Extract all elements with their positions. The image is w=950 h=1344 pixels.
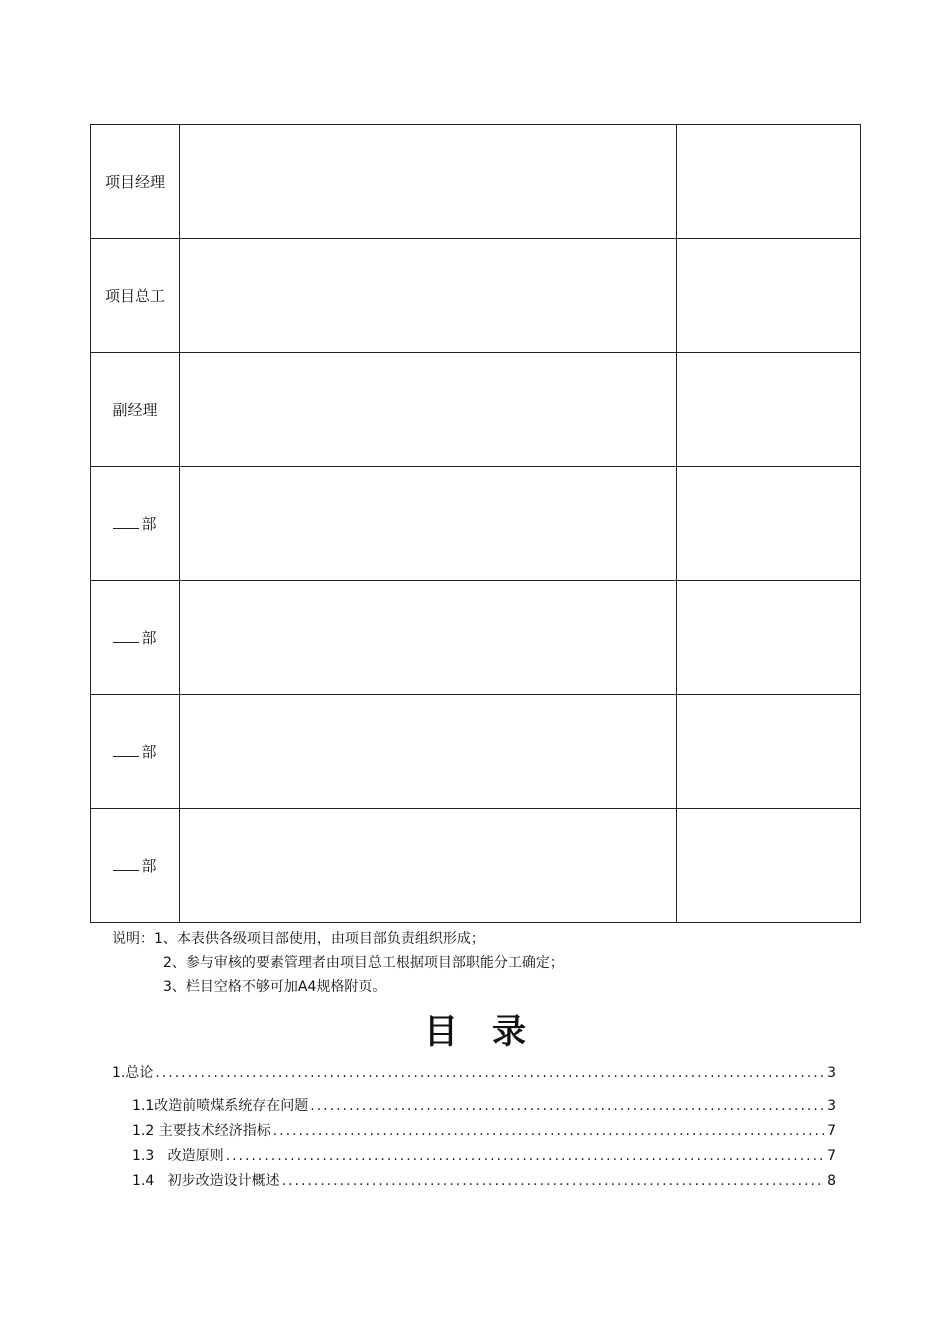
- table-of-contents: [112, 1062, 836, 1195]
- toc-entry[interactable]: [112, 1120, 836, 1145]
- role-cell: [91, 581, 180, 695]
- role-label: 部: [141, 515, 157, 533]
- toc-leader-dots: [282, 1173, 825, 1189]
- toc-entry-page: 3: [827, 1098, 836, 1114]
- role-cell: [91, 353, 180, 467]
- signature-cell: [677, 809, 861, 923]
- role-cell: [91, 125, 180, 239]
- toc-entry[interactable]: [112, 1095, 836, 1120]
- role-label: 部: [141, 857, 157, 875]
- toc-entry-label: 1.1改造前喷煤系统存在问题: [132, 1098, 309, 1114]
- opinion-cell: [180, 125, 677, 239]
- table-row: [91, 353, 861, 467]
- signature-cell: [677, 239, 861, 353]
- review-table: [90, 124, 861, 923]
- note-line: 3、栏目空格不够可加A4规格附页。: [163, 979, 387, 995]
- toc-entry[interactable]: [112, 1170, 836, 1195]
- role-cell: [91, 467, 180, 581]
- table-row: [91, 695, 861, 809]
- role-cell: [91, 695, 180, 809]
- signature-cell: [677, 581, 861, 695]
- toc-entry-page: 7: [827, 1123, 836, 1139]
- signature-cell: [677, 125, 861, 239]
- toc-leader-dots: [155, 1065, 825, 1081]
- role-label: 项目总工: [104, 287, 165, 305]
- signature-cell: [677, 467, 861, 581]
- fill-in-blank: [113, 628, 139, 643]
- opinion-cell: [180, 809, 677, 923]
- toc-entry[interactable]: [112, 1145, 836, 1170]
- fill-in-blank: [113, 742, 139, 757]
- toc-entry-label: 1.总论: [112, 1065, 154, 1081]
- role-label: 副经理: [112, 401, 158, 419]
- opinion-cell: [180, 239, 677, 353]
- role-cell: [91, 809, 180, 923]
- table-row: [91, 809, 861, 923]
- toc-leader-dots: [310, 1098, 825, 1114]
- toc-title: 目录: [424, 1012, 560, 1052]
- role-label: 项目经理: [104, 173, 165, 191]
- toc-entry-label: 1.2 主要技术经济指标: [132, 1123, 271, 1139]
- toc-leader-dots: [226, 1148, 825, 1164]
- fill-in-blank: [113, 514, 139, 529]
- table-row: [91, 239, 861, 353]
- table-row: [91, 125, 861, 239]
- note-line: 说明：1、本表供各级项目部使用，由项目部负责组织形成；: [112, 931, 485, 947]
- toc-entry[interactable]: [112, 1062, 836, 1087]
- opinion-cell: [180, 581, 677, 695]
- signature-cell: [677, 695, 861, 809]
- signature-cell: [677, 353, 861, 467]
- opinion-cell: [180, 695, 677, 809]
- table-row: [91, 467, 861, 581]
- role-label: 部: [141, 629, 157, 647]
- opinion-cell: [180, 353, 677, 467]
- note-line: 2、参与审核的要素管理者由项目总工根据项目部职能分工确定；: [163, 955, 564, 971]
- fill-in-blank: [113, 856, 139, 871]
- toc-entry-label: 1.3 改造原则: [132, 1148, 224, 1164]
- opinion-cell: [180, 467, 677, 581]
- role-label: 部: [141, 743, 157, 761]
- toc-leader-dots: [273, 1123, 825, 1139]
- role-cell: [91, 239, 180, 353]
- table-row: [91, 581, 861, 695]
- toc-entry-page: 8: [827, 1173, 836, 1189]
- toc-entry-page: 7: [827, 1148, 836, 1164]
- table-notes: [112, 927, 564, 999]
- toc-entry-label: 1.4 初步改造设计概述: [132, 1173, 280, 1189]
- toc-entry-page: 3: [827, 1065, 836, 1081]
